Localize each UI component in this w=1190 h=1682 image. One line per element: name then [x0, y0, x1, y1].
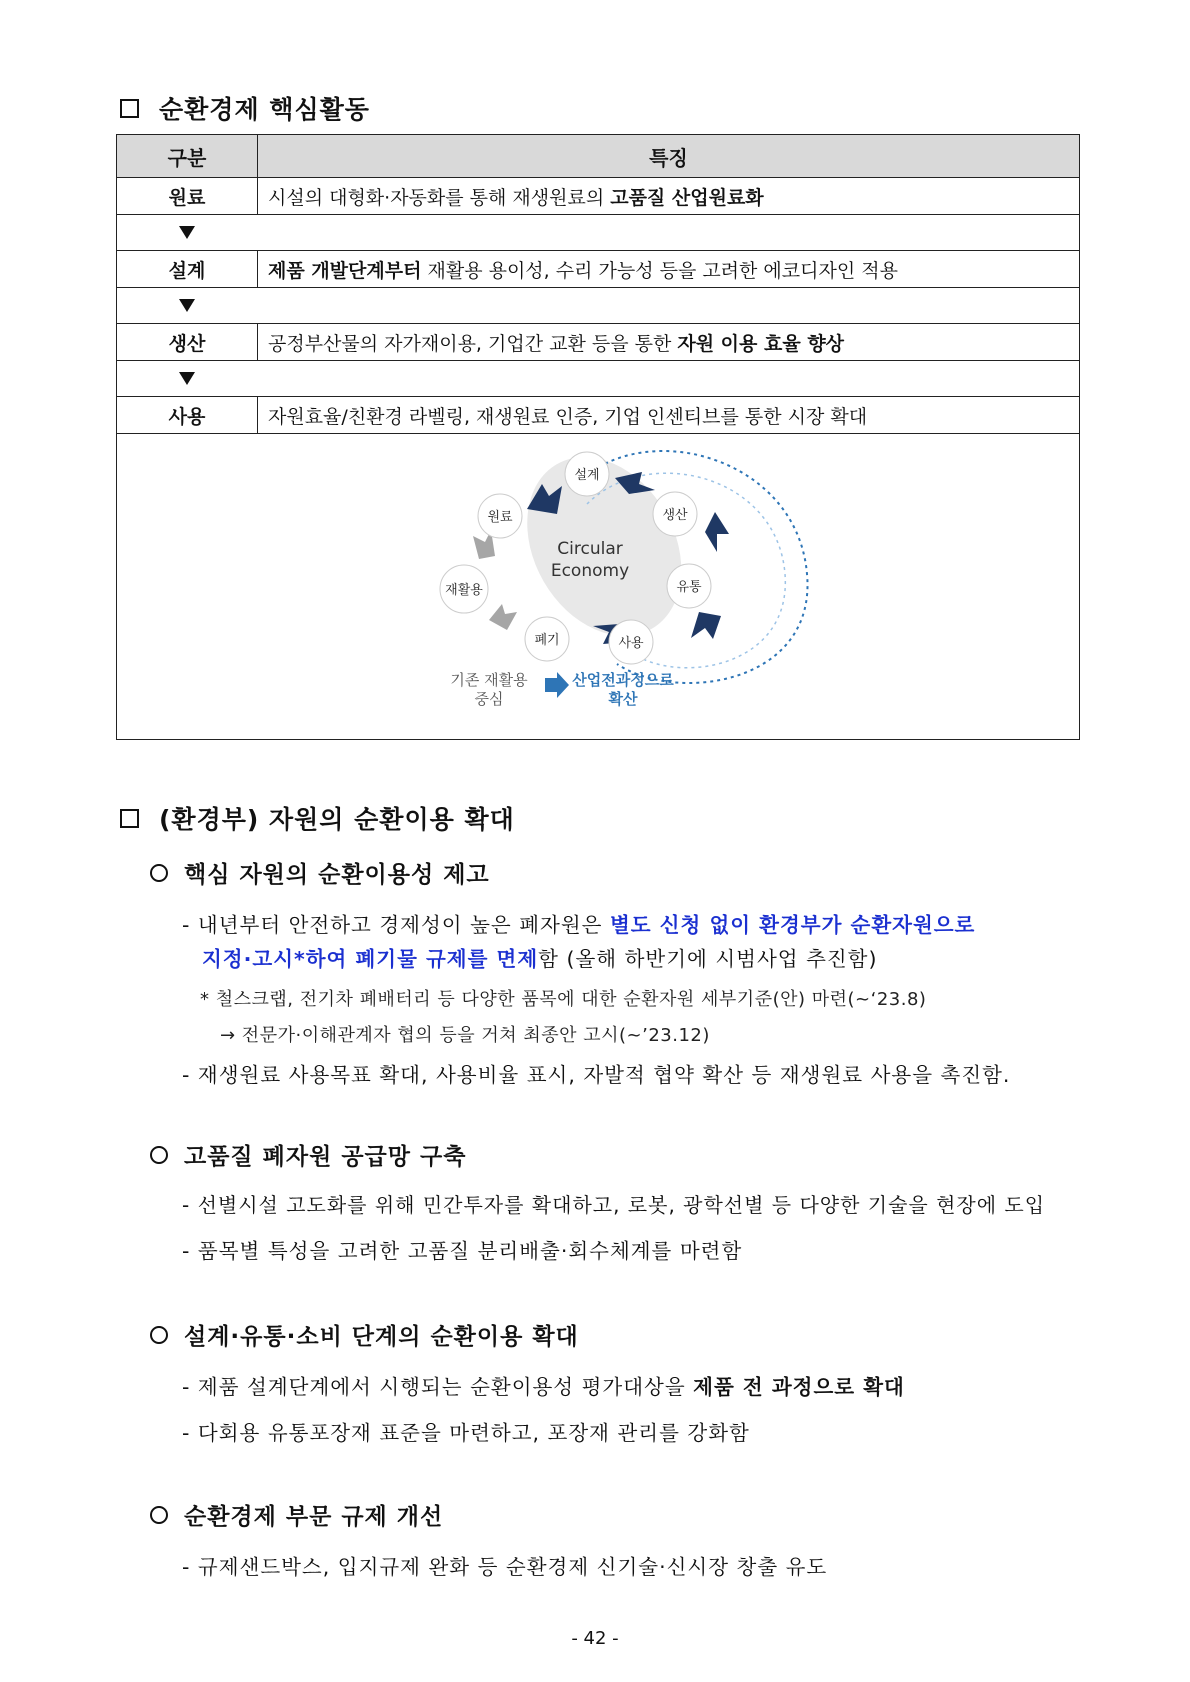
arrow-row [117, 288, 1080, 324]
circle-bullet-icon [150, 1146, 168, 1164]
bullet-item: - 다회용 유통포장재 표준을 마련하고, 포장재 관리를 강화함 [182, 1421, 750, 1445]
figure-row [117, 434, 1080, 740]
row-key: 사용 [117, 397, 258, 434]
subsection-title [150, 856, 490, 889]
circular-economy-figure-cell [117, 434, 1080, 740]
bullet-item: - 내년부터 안전하고 경제성이 높은 폐자원은 별도 신청 없이 환경부가 순환자원으로 지정·고시*하여 폐기물 규제를 면제함 (올해 하반기에 시범사업 추진함) [182, 913, 976, 971]
node-recycling-label: 재활용 [445, 583, 483, 598]
arrow-row [117, 215, 1080, 251]
subsection-title [150, 1318, 579, 1351]
caption-expansion-line1: 산업전과정으로 [572, 671, 674, 689]
subsection-title-text: 설계·유통·소비 단계의 순환이용 확대 [184, 1324, 579, 1350]
header-category: 구분 [117, 135, 258, 178]
center-label-line1: Circular [557, 539, 623, 559]
subsection-title [150, 1498, 443, 1531]
node-design-label: 설계 [574, 468, 600, 483]
arrow-icon [489, 604, 517, 630]
subsection-title-text: 고품질 폐자원 공급망 구축 [184, 1144, 467, 1170]
circle-bullet-icon [150, 1506, 168, 1524]
caption-legacy-line1: 기존 재활용 [450, 671, 528, 689]
header-feature: 특징 [258, 135, 1080, 178]
node-disposal-label: 폐기 [534, 633, 560, 648]
footnote-arrow: → 전문가·이해관계자 협의 등을 거쳐 최종안 고시(~’23.12) [220, 1025, 710, 1046]
bullet-item: - 선별시설 고도화를 위해 민간투자를 확대하고, 로봇, 광학선별 등 다양한 기술을 현장에 도입 [182, 1193, 1046, 1217]
table-row [117, 397, 1080, 434]
row-text: 제품 개발단계부터 재활용 용이성, 수리 가능성 등을 고려한 에코디자인 적용 [258, 251, 1080, 288]
subsection-title-text: 순환경제 부문 규제 개선 [184, 1504, 444, 1530]
circle-bullet-icon [150, 1326, 168, 1344]
node-distribution-label: 유통 [676, 580, 702, 595]
subsection-title-text: 핵심 자원의 순환이용성 제고 [184, 862, 490, 888]
caption-legacy-line2: 중심 [474, 690, 504, 708]
row-text: 시설의 대형화·자동화를 통해 재생원료의 고품질 산업원료화 [258, 178, 1080, 215]
section-title-resource-circulation [120, 800, 515, 836]
table-row [117, 324, 1080, 361]
down-triangle-icon [179, 372, 195, 385]
node-use-label: 사용 [618, 636, 644, 651]
down-triangle-icon [179, 299, 195, 312]
center-label-line2: Economy [550, 561, 630, 581]
footnote: * 철스크랩, 전기차 폐배터리 등 다양한 품목에 대한 순환자원 세부기준(안) 마련(~‘23.8) [200, 989, 927, 1010]
table-header-row [117, 135, 1080, 178]
node-production-label: 생산 [662, 508, 688, 523]
right-arrow-icon [545, 672, 569, 698]
row-key: 설계 [117, 251, 258, 288]
checkbox-square-icon [120, 809, 139, 828]
table-row [117, 178, 1080, 215]
section-title-text: 순환경제 핵심활동 [159, 95, 370, 124]
row-text: 공정부산물의 자가재이용, 기업간 교환 등을 통한 자원 이용 효율 향상 [258, 324, 1080, 361]
arrow-row [117, 361, 1080, 397]
bullet-item: - 재생원료 사용목표 확대, 사용비율 표시, 자발적 협약 확산 등 재생원료 사용을 촉진함. [182, 1063, 1011, 1087]
table-row [117, 251, 1080, 288]
caption-expansion-line2: 확산 [608, 690, 638, 708]
circular-economy-diagram [117, 434, 1079, 739]
row-key: 생산 [117, 324, 258, 361]
arrow-icon [691, 612, 721, 639]
checkbox-square-icon [120, 99, 139, 118]
core-activities-table [116, 134, 1080, 740]
section-title-text: (환경부) 자원의 순환이용 확대 [159, 805, 515, 834]
page-number: - 42 - [571, 1628, 619, 1649]
bullet-item: - 품목별 특성을 고려한 고품질 분리배출·회수체계를 마련함 [182, 1239, 743, 1263]
arrow-icon [705, 512, 729, 552]
bullet-item: - 규제샌드박스, 입지규제 완화 등 순환경제 신기술·신시장 창출 유도 [182, 1555, 828, 1579]
down-triangle-icon [179, 226, 195, 239]
circle-bullet-icon [150, 864, 168, 882]
subsection-title [150, 1138, 466, 1171]
node-raw-material-label: 원료 [487, 510, 513, 525]
row-text: 자원효율/친환경 라벨링, 재생원료 인증, 기업 인센티브를 통한 시장 확대 [258, 397, 1080, 434]
section-title-core-activities [120, 90, 370, 126]
bullet-item: - 제품 설계단계에서 시행되는 순환이용성 평가대상을 제품 전 과정으로 확대 [182, 1375, 905, 1399]
row-key: 원료 [117, 178, 258, 215]
